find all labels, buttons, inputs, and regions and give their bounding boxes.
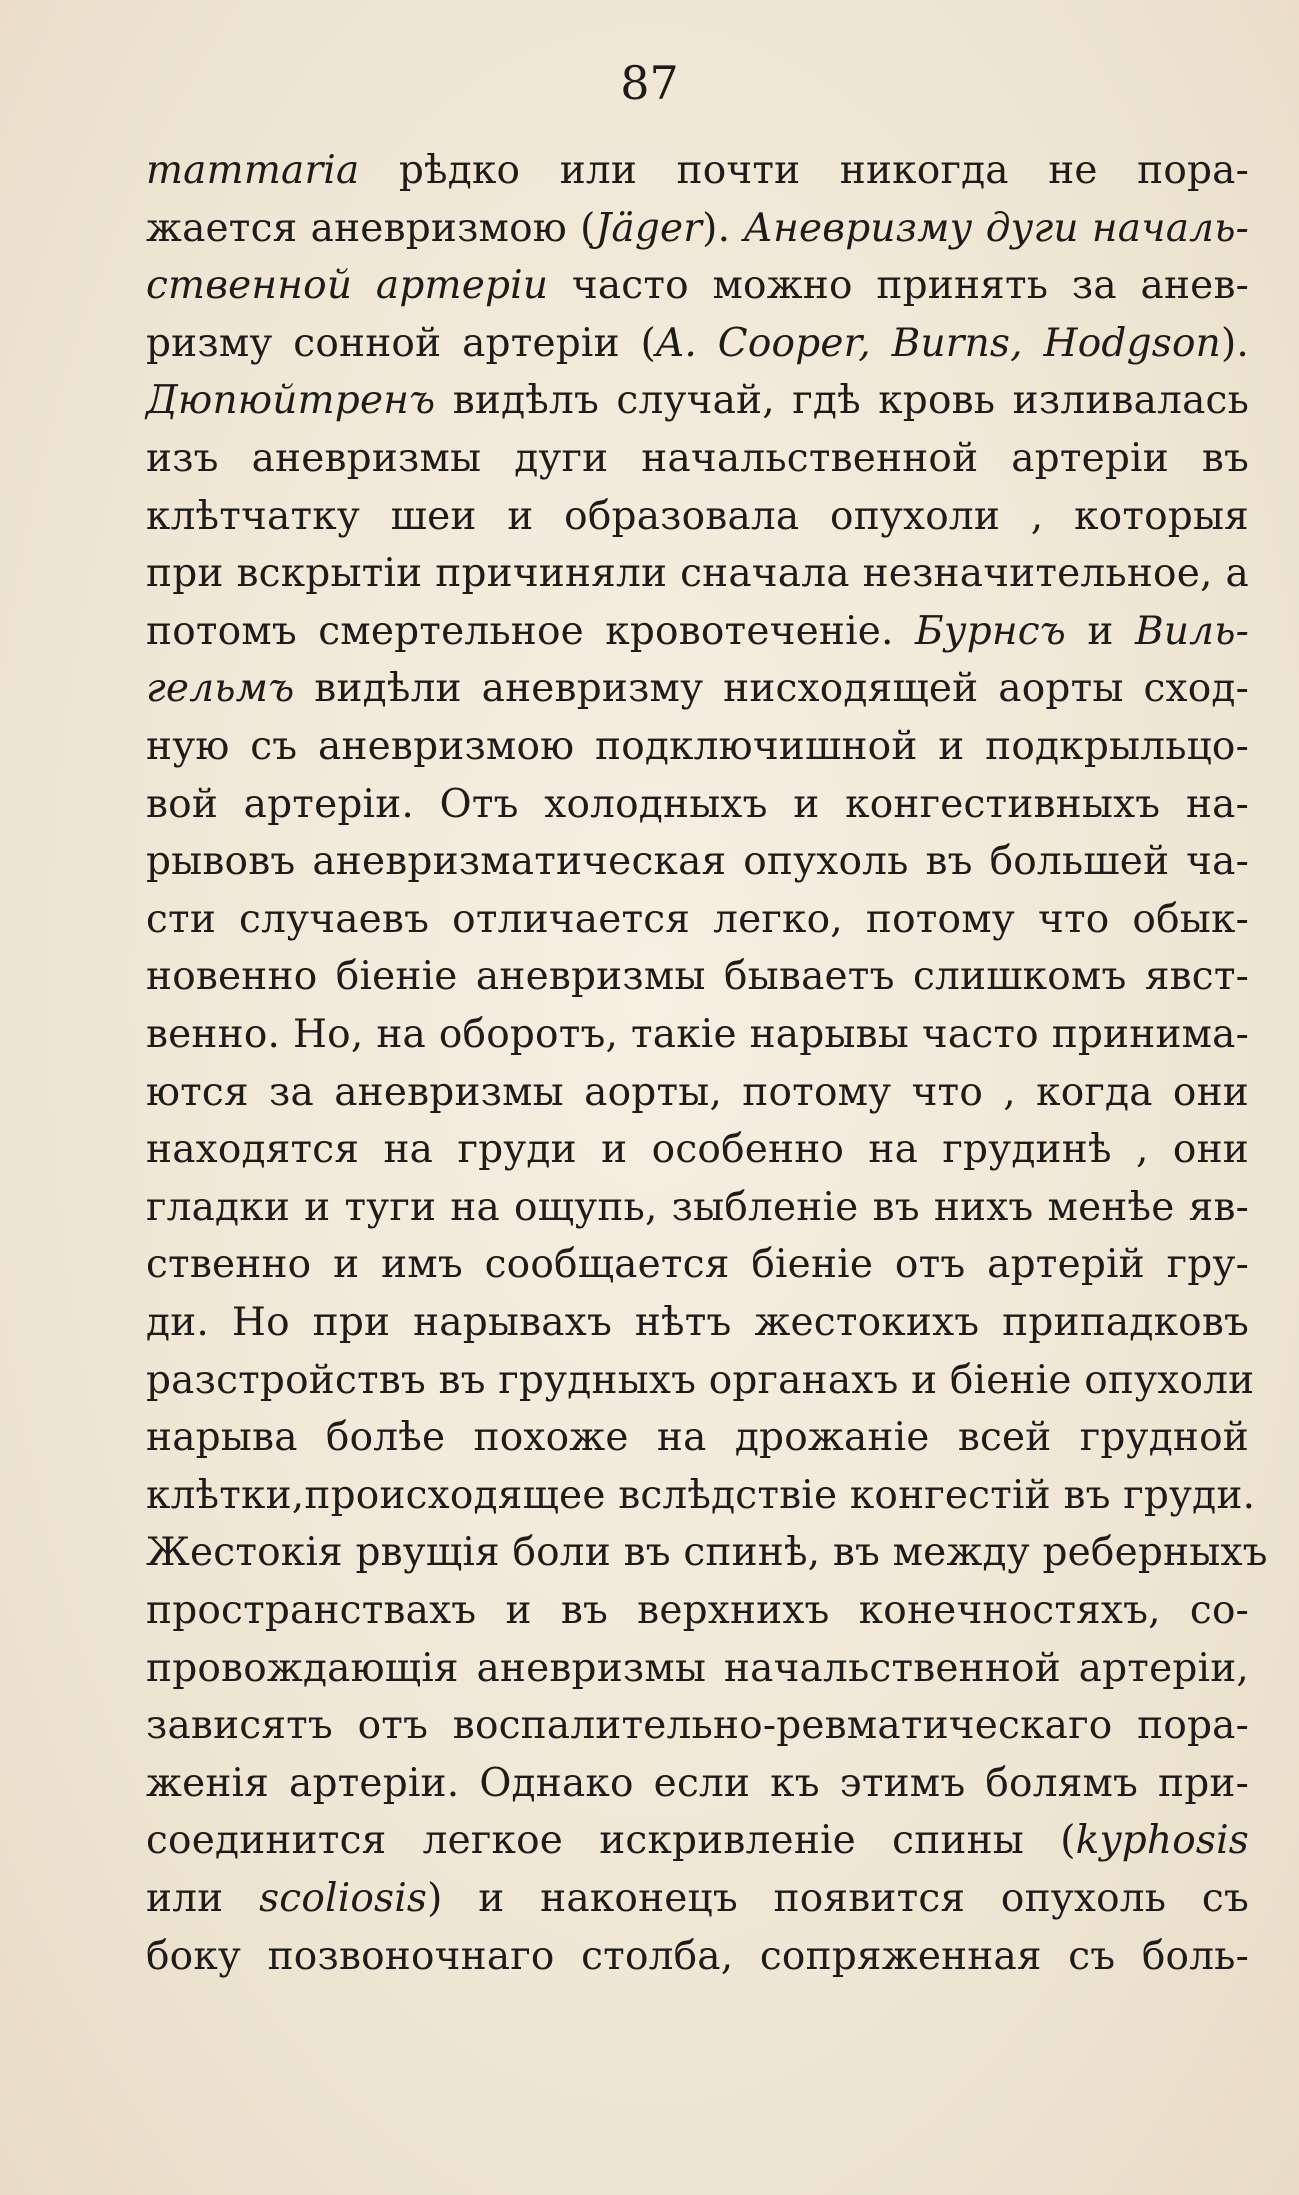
text-segment: клѣтки,происходящее вслѣдствіе конгестій въ груди. xyxy=(146,1472,1256,1518)
text-line xyxy=(146,1586,1249,1636)
italic-segment: kyphosis xyxy=(1075,1818,1249,1864)
text-line xyxy=(146,895,1249,945)
text-line xyxy=(146,1010,1249,1060)
text-line xyxy=(146,952,1249,1002)
italic-segment: Бурнсъ xyxy=(915,608,1066,654)
text-segment: ную съ аневризмою подключишной и подкрыльцо- xyxy=(146,724,1249,769)
text-segment: сти случаевъ отличается легко, потому что обык- xyxy=(146,896,1249,942)
text-segment: соединится легкое искривленіе спины ( xyxy=(146,1818,1076,1864)
text-line xyxy=(146,664,1249,714)
text-segment: жается аневризмою ( xyxy=(146,205,596,251)
text-line xyxy=(146,722,1249,772)
italic-segment: ственной артеріи xyxy=(146,263,549,309)
italic-segment: Jäger xyxy=(595,205,703,251)
text-line xyxy=(146,261,1249,311)
text-segment: венно. Но, на оборотъ, такіе нарывы часто принима- xyxy=(146,1012,1249,1057)
text-line xyxy=(146,837,1249,887)
italic-segment: mammaria xyxy=(146,148,360,193)
text-segment: ются за аневризмы аорты, потому что , когда они xyxy=(146,1069,1249,1115)
text-segment: Жестокія рвущія боли въ спинѣ, въ между реберныхъ xyxy=(146,1530,1268,1576)
text-line xyxy=(146,1816,1249,1866)
text-line xyxy=(146,1759,1249,1809)
page-number: 87 xyxy=(620,56,679,110)
text-segment: видѣлъ случай, гдѣ кровь изливалась xyxy=(435,378,1249,424)
text-segment: видѣли аневризму нисходящей аорты сход- xyxy=(294,666,1249,712)
text-line xyxy=(146,1183,1249,1233)
text-segment: рѣдко или почти никогда не пора- xyxy=(359,148,1249,193)
text-line xyxy=(146,1644,1249,1694)
text-line xyxy=(146,319,1249,369)
text-line xyxy=(146,780,1249,830)
text-segment: клѣтчатку шеи и образовала опухоли , которыя xyxy=(146,493,1249,539)
text-segment: ризму сонной артеріи ( xyxy=(146,320,657,366)
text-segment: пространствахъ и въ верхнихъ конечностяхъ, со- xyxy=(146,1588,1249,1633)
text-segment: новенно біеніе аневризмы бываетъ слишкомъ явст- xyxy=(146,954,1249,1000)
text-line xyxy=(146,549,1249,599)
text-line xyxy=(146,1413,1249,1463)
text-segment: гладки и туги на ощупь, зыбленіе въ нихъ менѣе яв- xyxy=(146,1184,1249,1230)
text-segment: вой артеріи. Отъ холодныхъ и конгестивныхъ на- xyxy=(146,781,1249,827)
text-segment: изъ аневризмы дуги начальственной артеріи въ xyxy=(146,436,1249,481)
text-segment: боку позвоночнаго столба, сопряженная съ боль- xyxy=(146,1933,1249,1979)
text-segment: находятся на груди и особенно на грудинѣ , они xyxy=(146,1127,1249,1173)
text-segment: и xyxy=(1066,608,1135,654)
text-segment: ). xyxy=(1220,320,1249,366)
italic-segment: Виль- xyxy=(1134,608,1250,654)
text-line xyxy=(146,492,1249,542)
text-segment: разстройствъ въ грудныхъ органахъ и біеніе опухоли xyxy=(146,1357,1255,1403)
italic-segment: Дюпюйтренъ xyxy=(146,378,436,424)
text-segment: или xyxy=(146,1876,260,1921)
text-line xyxy=(146,1701,1249,1751)
text-segment: часто можно принять за анев- xyxy=(548,263,1249,309)
text-segment: потомъ смертельное кровотеченіе. xyxy=(146,608,916,654)
text-line xyxy=(146,607,1249,657)
text-segment: ). xyxy=(702,205,744,251)
text-line xyxy=(146,204,1249,254)
text-segment: ственно и имъ сообщается біеніе отъ артерій гру- xyxy=(146,1242,1249,1288)
text-segment: провождающія аневризмы начальственной артеріи, xyxy=(146,1645,1249,1691)
text-line xyxy=(146,1240,1249,1290)
text-line xyxy=(146,1471,1256,1521)
italic-segment: гельмъ xyxy=(146,666,295,712)
text-line xyxy=(146,146,1249,196)
text-line xyxy=(146,1356,1255,1406)
text-line xyxy=(146,1874,1249,1924)
text-line xyxy=(146,1125,1249,1175)
text-line xyxy=(146,1528,1268,1578)
text-segment: ди. Но при нарывахъ нѣтъ жестокихъ припадковъ xyxy=(146,1300,1249,1345)
text-segment: ) и наконецъ появится опухоль съ xyxy=(427,1876,1249,1921)
text-line xyxy=(146,434,1249,484)
text-segment: зависятъ отъ воспалительно-ревматическаго пора- xyxy=(146,1703,1249,1749)
italic-segment: scoliosis xyxy=(259,1876,428,1921)
text-line xyxy=(146,1298,1249,1348)
text-line xyxy=(146,1068,1249,1118)
text-segment: женія артеріи. Однако если къ этимъ болямъ при- xyxy=(146,1760,1249,1806)
text-segment: рывовъ аневризматическая опухоль въ большей ча- xyxy=(146,839,1249,885)
text-segment: нарыва болѣе похоже на дрожаніе всей грудной xyxy=(146,1415,1249,1461)
text-line xyxy=(146,1932,1249,1982)
text-segment: при вскрытіи причиняли сначала незначительное, а xyxy=(146,551,1249,597)
italic-segment: Аневризму дуги началь- xyxy=(743,205,1250,251)
text-line xyxy=(146,376,1249,426)
italic-segment: A. Cooper, Burns, Hodgson xyxy=(656,320,1221,366)
